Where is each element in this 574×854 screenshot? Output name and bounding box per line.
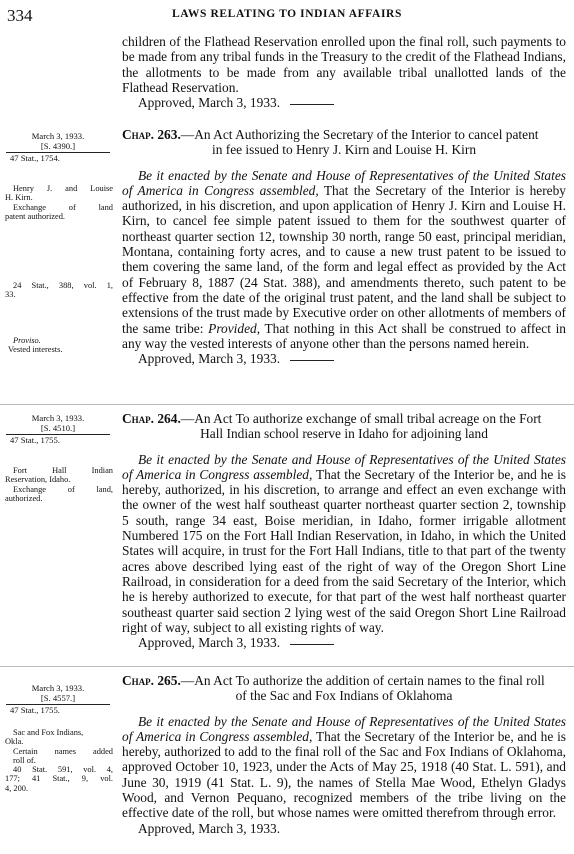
approved-rule <box>290 104 334 105</box>
chapter-264 <box>122 411 566 651</box>
approved-line: Approved, March 3, 1933. <box>122 635 566 651</box>
margin-note: 24 Stat., 388, vol. 1, 33. <box>5 281 113 300</box>
section-divider <box>0 404 574 405</box>
proviso-word: Provided, <box>208 320 261 336</box>
enacting-paragraph: Be it enacted by the Senate and House of Representatives of the United States of America in Congress assembled, That the Secretary of the Interior is hereby authorized, in his discretion, and upon application of Henry J. Kirn and Louise H. Kirn, to cancel fee simple patent issued to them for the southwest quarter of northeast quarter section 12, township 30 north, range 50 east, principal meridian, Montana, containing forty acres, and to cause a new trust patent to be issued to them covering the same land, of the form and legal effect as provided by the Act of February 8, 1887 (24 Stat. 388), and amendments thereto, such patent to be effective from the date of the original trust patent, and the land shall be subject to extensions of the trust made by Executive order on other allotments of members of the same tribe: Provided, That nothing in this Act shall be construed to affect in any way the vested interests of anyone other than the persons named herein. <box>122 167 567 351</box>
approved-line: Approved, March 3, 1933. <box>122 351 566 367</box>
enacting-clause: Be it enacted by the Senate and House of Representatives of the United States of America in Congress assembled, <box>122 713 566 744</box>
chapter-265 <box>122 673 566 837</box>
enacting-clause: Be it enacted by the Senate and House of Representatives of the United States of America in Congress assembled, <box>122 167 566 198</box>
approved-rule <box>290 644 334 645</box>
chapter-citation <box>6 683 110 715</box>
approved-line: Approved, March 3, 1933. <box>138 820 281 836</box>
margin-note: Henry J. and Louise H. Kirn. Exchange of land patent authorized. <box>5 184 113 221</box>
approved-line: Approved, March 3, 1933. <box>122 95 566 111</box>
enacting-clause: Be it enacted by the Senate and House of Representatives of the United States of America in Congress assembled, <box>122 451 566 482</box>
act-date: March 3, 1933. <box>31 131 85 141</box>
margin-note: Proviso. Vested interests. <box>8 336 63 355</box>
approved-rule <box>290 360 334 361</box>
chapter-heading: Chap. 263.—An Act Authorizing the Secretary of the Interior to cancel patent in fee issued to Henry J. Kirn and Louise H. Kirn <box>122 127 539 158</box>
bill-number: [S. 4557.] <box>6 693 110 705</box>
statute-citation: 47 Stat., 1755. <box>10 435 60 445</box>
section-divider <box>0 666 574 667</box>
page-header <box>0 6 574 26</box>
opening-paragraph: children of the Flathead Reservation enrolled upon the final roll, such payments to be made from any tribal funds in the Treasury to the credit of the Flathead Indians, the allotments to be made from any available tribal unallotted lands of the Flathead Reservation. <box>122 34 566 95</box>
bill-number: [S. 4390.] <box>6 141 110 153</box>
act-date: March 3, 1933. <box>31 683 85 693</box>
page-number: 334 <box>7 6 33 25</box>
statute-citation: 47 Stat., 1754. <box>10 153 60 163</box>
chapter-263 <box>122 127 566 367</box>
margin-note: Sac and Fox Indians, Okla. Certain names added roll of. 40 Stat. 591, vol. 4, 177; 41 Stat., 9, vol. 4, 200. <box>5 728 113 793</box>
running-head: LAWS RELATING TO INDIAN AFFAIRS <box>172 8 402 20</box>
chapter-heading: Chap. 264.—An Act To authorize exchange of small tribal acreage on the Fort Hall Indian school reserve in Idaho for adjoining land <box>122 411 542 442</box>
chapter-citation <box>6 131 110 163</box>
bill-number: [S. 4510.] <box>6 423 110 435</box>
chapter-heading: Chap. 265.—An Act To authorize the addition of certain names to the final roll of the Sac and Fox Indians of Oklahoma <box>122 673 545 704</box>
margin-note: Fort Hall Indian Reservation, Idaho. Exchange of land, authorized. <box>5 466 113 503</box>
statute-citation: 47 Stat., 1755. <box>10 705 60 715</box>
chapter-citation <box>6 413 110 445</box>
enacting-paragraph: Be it enacted by the Senate and House of Representatives of the United States of America in Congress assembled, That the Secretary of the Interior be, and he is hereby, authorized to add to the final roll of the Sac and Fox Indians of Oklahoma, approved October 10, 1923, under the Acts of May 25, 1918 (40 Stat. L. 591), and June 30, 1919 (41 Stat. L. 9), the names of Stella Mae Wood, Ethelyn Gladys Wood, and Vernon Pequano, recognized members of the tribe living on the effective date of the roll, but whose names were omitted therefrom through error. <box>122 713 566 821</box>
act-date: March 3, 1933. <box>31 413 85 423</box>
enacting-paragraph: Be it enacted by the Senate and House of Representatives of the United States of America in Congress assembled, That the Secretary of the Interior be, and he is hereby, authorized, in his discretion, to arrange and effect an even exchange with the owner of the west half southeast quarter northeast quarter section 2, township 5 south, range 34 east, Boise meridian, in Idaho, former irrigable allotment Numbered 175 on the Fort Hall Indian Reservation, in Idaho, in which the United States will acquire, in trust for the Fort Hall Indians, title to that part of the twenty acres above described lying east of the right of way of the Oregon Short Line Railroad, in consideration for a deed from the said Secretary of the Interior, which he is hereby authorized to execute, for that part of the west half northeast quarter southeast quarter said section 2 lying west of the said Oregon Short Line Railroad right of way, subject to all existing rights of way. <box>122 451 566 635</box>
opening-paragraph-block <box>122 34 566 111</box>
